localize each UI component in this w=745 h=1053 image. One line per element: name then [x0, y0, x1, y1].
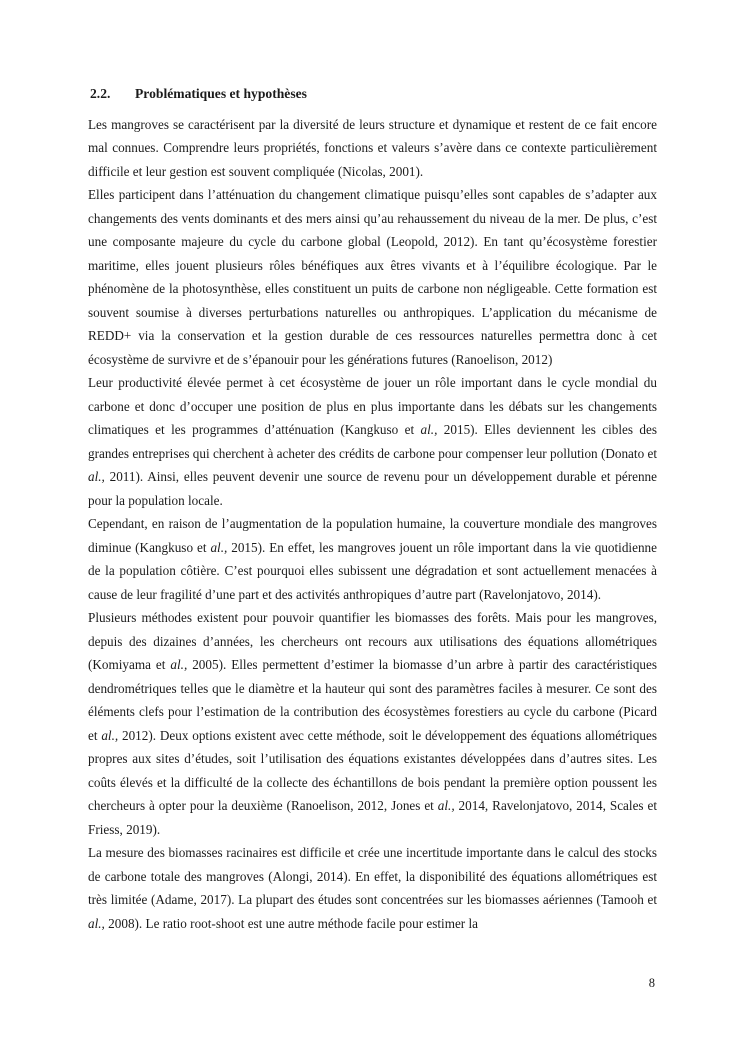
text-run: 2011). Ainsi, elles peuvent devenir une source de revenu pour un développement durable et pérenne pour la population locale.	[88, 469, 657, 508]
paragraph	[88, 512, 657, 606]
body-text	[88, 113, 657, 936]
citation-et-al: al.,	[88, 915, 105, 931]
text-run: Les mangroves se caractérisent par la diversité de leurs structure et dynamique et restent de ce fait encore mal connues. Comprendre leurs propriétés, fonctions et valeurs s’avère dans ce contexte particulièrement difficile et leur gestion est souvent compliquée (Nicolas, 2001).	[88, 116, 657, 179]
text-run: 2014, Ravelonjatovo, 2014, Scales et Friess, 2019).	[88, 798, 657, 837]
paragraph	[88, 606, 657, 841]
paragraph	[88, 183, 657, 371]
text-run: 2012). Deux options existent avec cette méthode, soit le développement des équations allométriques propres aux sites d’études, soit l’utilisation des équations existantes développées dans d’autres sites. Les coûts élevés et la difficulté de la collecte des échantillons de bois pendant la première option poussent les chercheurs à opter pour la deuxième (Ranoelison, 2012, Jones et	[88, 727, 657, 813]
paragraph	[88, 371, 657, 512]
section-title: Problématiques et hypothèses	[135, 86, 307, 101]
section-number: 2.2.	[90, 86, 111, 101]
citation-et-al: al.,	[101, 727, 119, 743]
text-run: Cependant, en raison de l’augmentation de la population humaine, la couverture mondiale des mangroves diminue (Kangkuso et	[88, 516, 657, 555]
text-run: 2008). Le ratio root-shoot est une autre méthode facile pour estimer la	[104, 915, 479, 931]
text-run: Plusieurs méthodes existent pour pouvoir quantifier les biomasses des forêts. Mais pour les mangroves, depuis des dizaines d’années, les chercheurs ont recours aux utilisations des équations allométriques (Komiyama et	[88, 610, 657, 672]
text-run: Elles participent dans l’atténuation du changement climatique puisqu’elles sont capables de s’adapter aux changements des vents dominants et des mers ainsi qu’au rehaussement du niveau de la mer. De plus, c’est une composante majeure du cycle du carbone global (Leopold, 2012). En tant qu’écosystème forestier maritime, elles jouent plusieurs rôles bénéfiques aux êtres vivants et à l’équilibre écologique. Par le phénomène de la photosynthèse, elles constituent un puits de carbone non négligeable. Cette formation est souvent soumise à diverses perturbations naturelles ou anthropiques. L’application du mécanisme de REDD+ via la conservation et la gestion durable de ces ressources naturelles permettra donc à cet écosystème de survivre et de s’épanouir pour les générations futures (Ranoelison, 2012)	[88, 187, 657, 367]
citation-et-al: al.,	[420, 422, 438, 437]
paragraph	[88, 113, 657, 184]
text-run: 2015). Elles deviennent les cibles des grandes entreprises qui cherchent à acheter des crédits de carbone pour compenser leur pollution (Donato et	[88, 422, 657, 461]
page-content	[88, 82, 657, 935]
text-run: Leur productivité élevée permet à cet écosystème de jouer un rôle important dans le cycle mondial du carbone et donc d’occuper une position de plus en plus importante dans les débats sur les changements climatiques et les programmes d’atténuation (Kangkuso et	[88, 375, 657, 437]
citation-et-al: al.,	[170, 657, 188, 672]
text-run: La mesure des biomasses racinaires est difficile et crée une incertitude importante dans le calcul des stocks de carbone totale des mangroves (Alongi, 2014). En effet, la disponibilité des équations allométriques est très limitée (Adame, 2017). La plupart des études sont concentrées sur les biomasses aériennes (Tamooh et	[88, 845, 657, 907]
section-heading	[90, 82, 657, 106]
page-number: 8	[648, 976, 655, 990]
text-run: 2015). En effet, les mangroves jouent un rôle important dans la vie quotidienne de la population côtière. C’est pourquoi elles subissent une dégradation et sont actuellement menacées à cause de leur fragilité d’une part et des activités anthropiques d’autre part (Ravelonjatovo, 2014).	[88, 539, 657, 602]
citation-et-al: al.,	[210, 539, 228, 555]
text-run: 2005). Elles permettent d’estimer la biomasse d’un arbre à partir des caractéristiques dendrométriques telles que le diamètre et la hauteur qui sont des paramètres faciles à mesurer. Ce sont des éléments clefs pour l’estimation de la contribution des écosystèmes forestiers au cycle du carbone (Picard et	[88, 657, 657, 743]
paragraph	[88, 841, 657, 935]
citation-et-al: al.,	[88, 469, 105, 484]
citation-et-al: al.,	[437, 798, 455, 813]
